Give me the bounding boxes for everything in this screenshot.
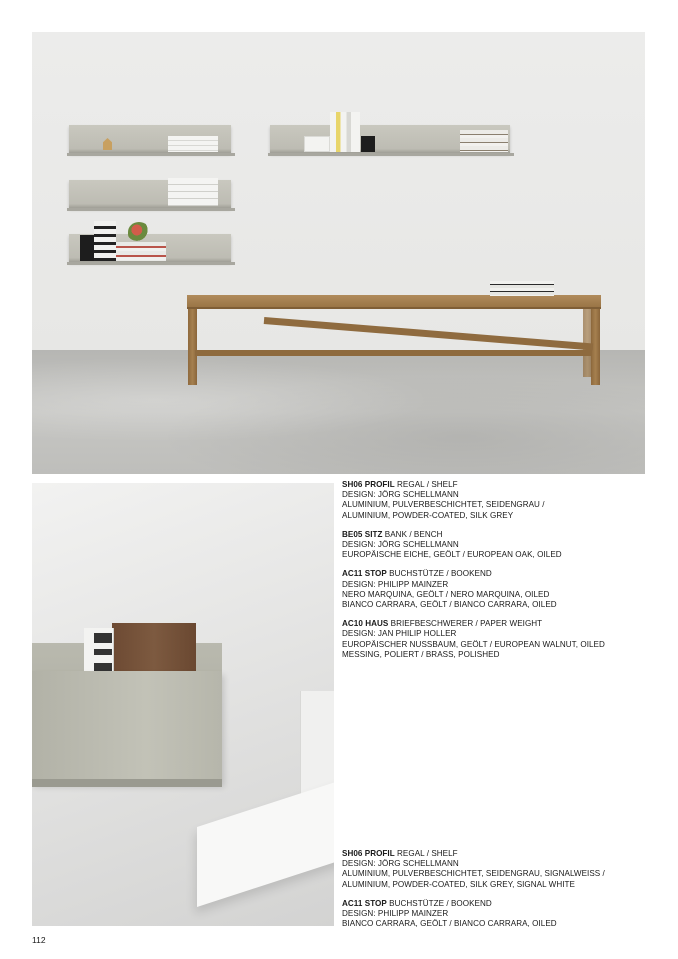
caption-line: EUROPÄISCHE EICHE, GEÖLT / EUROPEAN OAK, OILED [342, 550, 562, 560]
product-code: SH06 PROFIL [342, 849, 395, 858]
caption-line: ALUMINIUM, POWDER-COATED, SILK GREY, SIGNAL WHITE [342, 879, 576, 889]
white-shelf [197, 775, 334, 907]
bookend-black-marble [361, 136, 375, 152]
product-title: BRIEFBESCHWERER / PAPER WEIGHT [388, 619, 543, 629]
product-title: BUCHSTÜTZE / BOOKEND [386, 898, 492, 908]
bench-seat [187, 295, 601, 309]
bench-leg [188, 309, 197, 385]
book-upright-white [94, 221, 116, 261]
bookend-black-marble [80, 235, 94, 261]
product-code: AC11 STOP [342, 898, 387, 908]
caption-line: DESIGN: JÖRG SCHELLMANN [342, 540, 459, 550]
caption-line: DESIGN: JAN PHILIP HOLLER [342, 629, 457, 639]
product-captions-bottom [342, 849, 642, 938]
bookend-white-marble [304, 136, 330, 152]
caption-line: MESSING, POLIERT / BRASS, POLISHED [342, 649, 500, 659]
caption-line: EUROPÄISCHER NUSSBAUM, GEÖLT / EUROPEAN WALNUT, OILED [342, 639, 605, 649]
photo-shelves-and-bench [32, 32, 645, 474]
product-code: SH06 PROFIL [342, 480, 395, 489]
bench-diagonal-brace [264, 317, 593, 350]
caption-line: BIANCO CARRARA, GEÖLT / BIANCO CARRARA, OILED [342, 600, 557, 610]
caption-line: DESIGN: JÖRG SCHELLMANN [342, 490, 459, 500]
product-title: REGAL / SHELF [394, 849, 458, 858]
product-captions-top [342, 480, 642, 669]
books-upright [330, 112, 360, 152]
caption-line: DESIGN: JÖRG SCHELLMANN [342, 859, 459, 869]
caption-ac11-stop [342, 569, 642, 610]
book-stack [460, 130, 508, 152]
caption-sh06-profil [342, 849, 642, 890]
shelf-front-panel [32, 671, 222, 783]
product-code: AC10 HAUS [342, 619, 389, 629]
flowers [128, 222, 150, 242]
caption-line: ALUMINIUM, POWDER-COATED, SILK GREY [342, 510, 514, 520]
caption-be05-sitz [342, 530, 642, 561]
caption-line: DESIGN: PHILIPP MAINZER [342, 579, 449, 589]
bench-rail [195, 350, 591, 356]
book-stack [116, 242, 166, 261]
concrete-floor [32, 350, 645, 474]
shelf-lip [32, 779, 222, 787]
product-title: BUCHSTÜTZE / BOOKEND [386, 569, 492, 579]
book-stack-on-bench [490, 281, 554, 296]
page-number: 112 [32, 935, 46, 945]
product-title: REGAL / SHELF [394, 480, 458, 489]
product-title: BANK / BENCH [382, 529, 443, 539]
book-stack [168, 178, 218, 206]
book-stack [168, 136, 218, 152]
product-code: BE05 SITZ [342, 529, 383, 539]
caption-line: BIANCO CARRARA, GEÖLT / BIANCO CARRARA, OILED [342, 919, 557, 929]
caption-ac11-stop [342, 899, 642, 930]
photo-shelf-detail [32, 483, 334, 926]
product-code: AC11 STOP [342, 569, 387, 579]
caption-line: DESIGN: PHILIPP MAINZER [342, 909, 449, 919]
caption-line: ALUMINIUM, PULVERBESCHICHTET, SEIDENGRAU / [342, 500, 545, 510]
caption-ac10-haus [342, 619, 642, 660]
caption-sh06-profil [342, 480, 642, 521]
caption-line: NERO MARQUINA, GEÖLT / NERO MARQUINA, OILED [342, 589, 550, 599]
caption-line: ALUMINIUM, PULVERBESCHICHTET, SEIDENGRAU, SIGNALWEISS / [342, 869, 605, 879]
